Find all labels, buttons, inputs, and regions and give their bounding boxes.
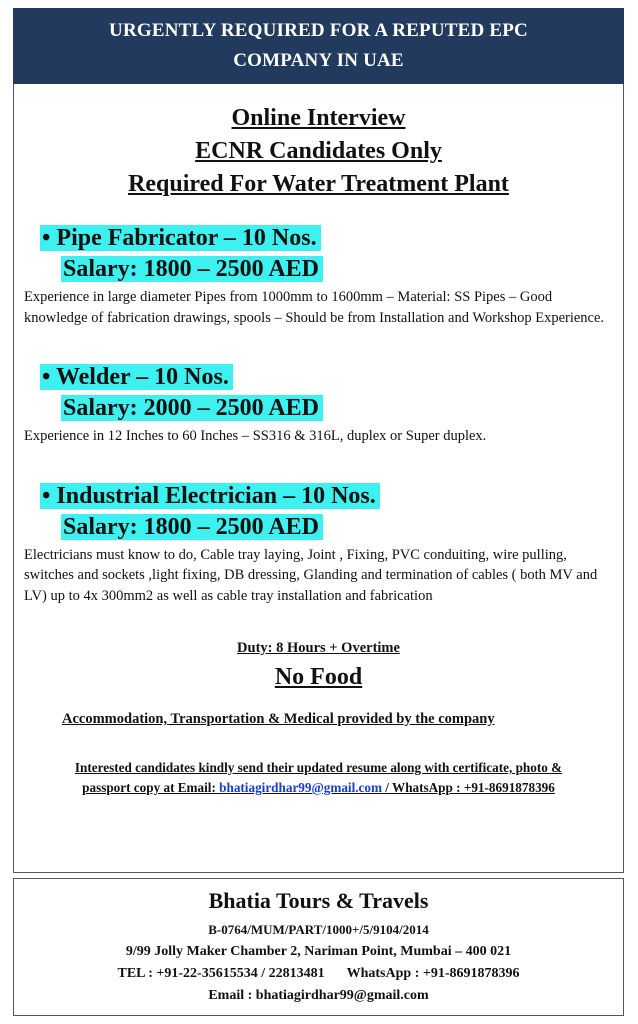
job-description: Electricians must know to do, Cable tray laying, Joint , Fixing, PVC conduiting, wire pulling, switches and sockets ,light fixing, DB dressing, Glanding and termination of cables ( both MV and LV) up to 4x 300mm2 as well as cable tray installation and fabrication xyxy=(24,546,598,604)
header-banner xyxy=(13,8,624,84)
contact-phones xyxy=(14,963,623,985)
job-industrial-electrician xyxy=(14,481,623,607)
job-title: • Welder – 10 Nos. xyxy=(40,364,233,390)
company-address: 9/99 Jolly Maker Chamber 2, Nariman Point, Mumbai – 400 021 xyxy=(125,944,512,959)
job-salary: Salary: 1800 – 2500 AED xyxy=(61,514,323,540)
no-food-notice: No Food xyxy=(274,664,363,690)
apply-whatsapp: / WhatsApp : +91-8691878396 xyxy=(381,780,555,795)
job-salary: Salary: 1800 – 2500 AED xyxy=(61,256,323,282)
heading-water-treatment: Required For Water Treatment Plant xyxy=(128,171,509,197)
apply-email-link[interactable]: bhatiagirdhar99@gmail.com xyxy=(219,780,382,795)
company-name: Bhatia Tours & Travels xyxy=(208,888,429,913)
application-instructions xyxy=(14,758,623,798)
apply-line-1: Interested candidates kindly send their updated resume along with certificate, photo & xyxy=(74,760,563,775)
job-pipe-fabricator xyxy=(14,223,623,328)
main-content xyxy=(13,84,624,873)
agency-footer xyxy=(13,878,624,1016)
job-title: • Pipe Fabricator – 10 Nos. xyxy=(40,225,321,251)
heading-ecnr: ECNR Candidates Only xyxy=(195,138,442,164)
registration-number: B-0764/MUM/PART/1000+/5/9104/2014 xyxy=(208,922,429,937)
heading-online-interview: Online Interview xyxy=(231,105,406,131)
apply-line-2 xyxy=(14,778,623,798)
footer-email: Email : bhatiagirdhar99@gmail.com xyxy=(208,988,429,1003)
job-welder xyxy=(14,362,623,447)
job-description: Experience in 12 Inches to 60 Inches – SS316 & 316L, duplex or Super duplex. xyxy=(24,428,487,444)
job-description: Experience in large diameter Pipes from 1000mm to 1600mm – Material: SS Pipes – Good knowledge of fabrication drawings, spools – Should be from Installation and Workshop Experience. xyxy=(24,289,605,326)
whatsapp-number: WhatsApp : +91-8691878396 xyxy=(346,966,520,981)
telephone: TEL : +91-22-35615534 / 22813481 xyxy=(117,966,325,981)
job-title: • Industrial Electrician – 10 Nos. xyxy=(40,483,380,509)
banner-line-2: COMPANY IN UAE xyxy=(233,50,404,71)
duty-hours: Duty: 8 Hours + Overtime xyxy=(237,640,400,656)
job-salary: Salary: 2000 – 2500 AED xyxy=(61,395,323,421)
apply-prefix: passport copy at Email: xyxy=(82,780,220,795)
benefits-notice: Accommodation, Transportation & Medical provided by the company xyxy=(62,711,495,727)
banner-line-1: URGENTLY REQUIRED FOR A REPUTED EPC xyxy=(109,20,528,41)
headings xyxy=(14,102,623,201)
